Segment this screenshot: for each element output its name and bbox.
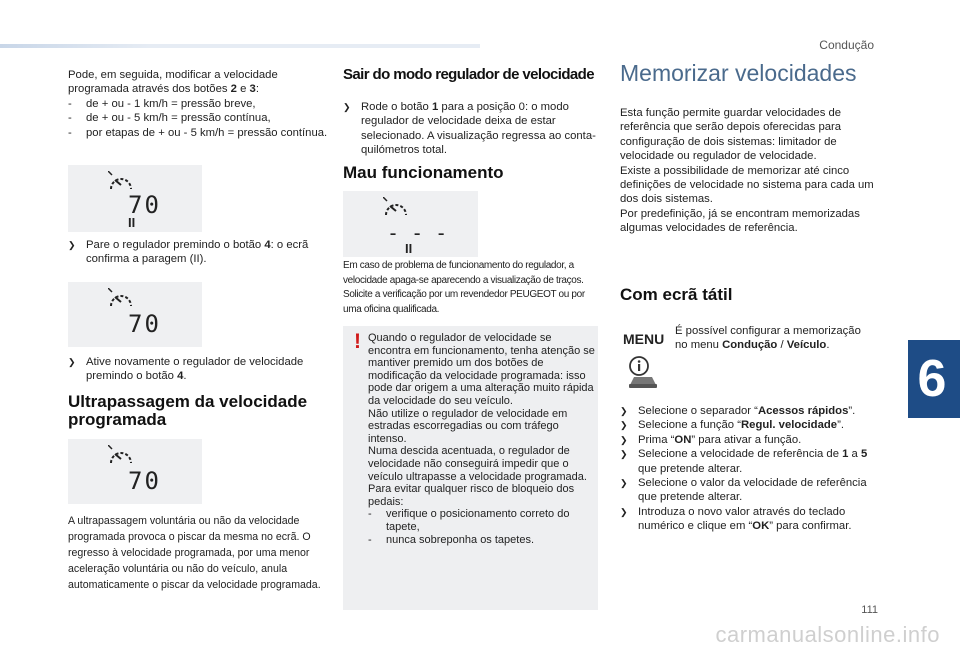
speed-value: 70 [128,467,161,495]
steps-list [620,404,882,534]
speed-value: 70 [128,191,161,219]
page-number: 111 [861,604,878,616]
pause-indicator: II [405,241,413,256]
section-title: Condução [819,38,874,52]
speed-display-malfunction [343,191,478,257]
step-item: ❯ Selecione o valor da velocidade de referência que pretende alterar. [620,477,867,504]
exit-instruction: ❯ Rode o botão 1 para a posição 0: o modo regulador de velocidade deixa de estar selecionado. A visualização regressa ao conta-quilómetros total. [343,101,596,157]
warning-text: Quando o regulador de velocidade se encontra em funcionamento, tenha atenção se mantiver premido um dos botões de modificação da velocidade programada: isso pode dar origem a uma alteração muito rápida da velocidade do seu veículo. Não utilize o regulador de velocidade em estradas escorregadias ou com tráfego intenso. Numa descida acentuada, o regulador de velocidade não conseguirá impedir que o veículo ultrapasse a velocidade programada. Para evitar qualquer risco de bloqueio dos pedais: - verifique o posicionamento correto do tapete, - nunca sobreponha os tapetes. [368,332,595,546]
menu-label: MENU [623,331,665,347]
dash-item: - nunca sobreponha os tapetes. [368,533,535,546]
memorize-heading: Memorizar velocidades [620,60,857,86]
step-item: ❯ Introduza o novo valor através do teclado numérico e clique em “OK” para confirmar. [620,505,852,533]
column-1 [68,68,328,140]
menu-button-icon [623,331,667,391]
touchscreen-heading: Com ecrã tátil [620,285,733,304]
overtake-heading: Ultrapassagem da velocidade programada [68,392,308,429]
step-item: ❯ Selecione o separador “Acessos rápidos”. [620,405,856,417]
step-item: ❯ Selecione a velocidade de referência de 1 a 5 que pretende alterar. [620,448,868,475]
speed-value: 70 [128,310,161,338]
speedometer-icon [383,197,409,219]
dash-item: - de + ou - 1 km/h = pressão breve, [68,97,256,110]
dash-item: - de + ou - 5 km/h = pressão contínua, [68,112,271,125]
dash-item: - por etapas de + ou - 5 km/h = pressão contínua. [68,126,328,139]
speed-display-active [68,282,202,347]
vehicle-info-icon [626,355,660,389]
malfunction-paragraph: Em caso de problema de funcionamento do regulador, a velocidade apaga-se aparecendo a visualização de traços. Solicite a verificação por um revendedor PEUGEOT ou por uma oficina qualificada. [343,260,585,315]
speedometer-icon [108,171,134,193]
dashes-value: - - - [387,221,448,245]
overtake-paragraph: A ultrapassagem voluntária ou não da velocidade programada provoca o piscar da mesma no ecrã. O regresso à velocidade programada, por uma menor aceleração voluntária ou não do veículo, anula automaticamente o piscar da velocidade programada. [68,515,321,591]
speed-display-paused [68,165,202,232]
intro-paragraph: Pode, em seguida, modificar a velocidade programada através dos botões 2 e 3: [68,69,278,96]
dash-item: - verifique o posicionamento correto do tapete, [368,508,570,533]
chapter-number: 6 [917,350,947,408]
exit-heading: Sair do modo regulador de velocidade [343,66,594,83]
step-item: ❯ Prima “ON” para ativar a função. [620,433,802,446]
step-item: ❯ Selecione a função “Regul. velocidade”. [620,419,844,432]
memorize-intro: Esta função permite guardar velocidades de referência que serão depois oferecidas para configuração de dois sistemas: limitador de velocidade ou regulador de velocidade. Existe a possibilidade de memorizar até cinco definições de velocidade no sistema para cada um dos dois sistemas. Por predefinição, já se encontram memorizadas algumas velocidades de referência. [620,107,874,235]
speedometer-icon [108,288,134,310]
pause-indicator: II [128,215,136,230]
pause-instruction: ❯ Pare o regulador premindo o botão 4: o ecrã confirma a paragem (II). [68,239,309,266]
malfunction-heading: Mau funcionamento [343,163,504,182]
menu-paragraph: É possível configurar a memorização no menu Condução / Veículo. [675,325,861,352]
warning-icon: ! [354,330,361,353]
reactivate-instruction: ❯ Ative novamente o regulador de velocidade premindo o botão 4. [68,356,304,383]
watermark: carmanualsonline.info [715,622,940,647]
header-bar [0,44,480,48]
speedometer-icon [108,445,134,467]
speed-display-overtake [68,439,202,504]
